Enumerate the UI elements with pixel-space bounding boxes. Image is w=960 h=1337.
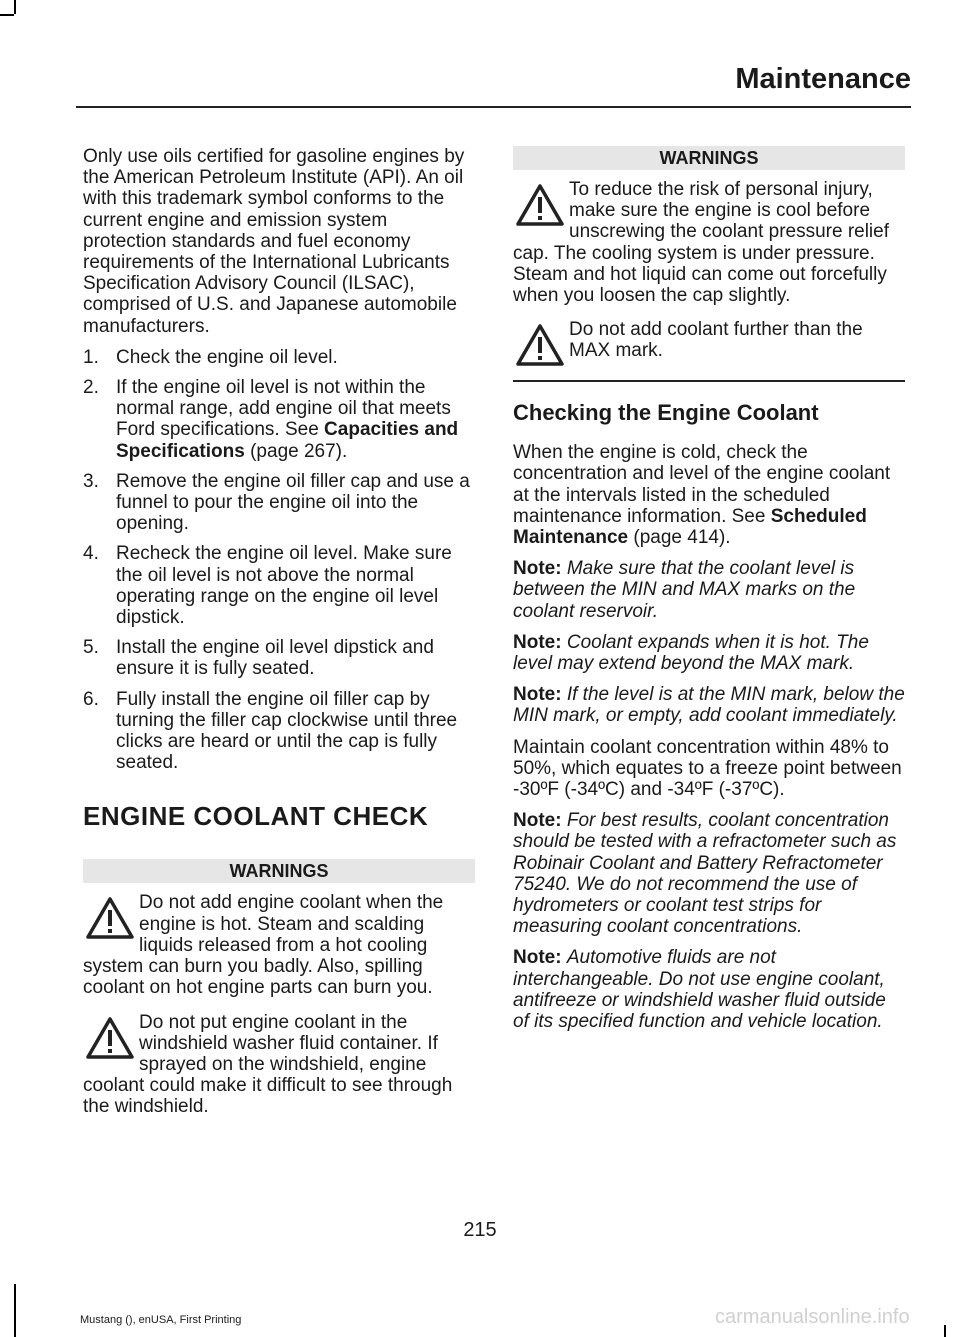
page-header	[76, 62, 911, 96]
list-item	[83, 347, 475, 368]
note	[513, 684, 905, 726]
page-title: Maintenance	[735, 63, 911, 95]
step-text: Recheck the engine oil level. Make sure the oil level is not above the normal operating range on the engine oil level dipstick.	[116, 543, 452, 629]
warning-text: Do not add coolant further than the MAX mark.	[569, 319, 863, 362]
note-text: For best results, coolant concentration should be tested with a refractometer such as Robinair Coolant and Battery Refractometer 75240. We do not recommend the use of hydrometers or coolant test strips for measuring coolant concentrations.	[513, 810, 897, 938]
warning-item	[513, 319, 905, 367]
crop-mark-top-left-h	[0, 14, 14, 16]
list-item	[83, 377, 475, 462]
note-text: Make sure that the coolant level is between the MIN and MAX marks on the coolant reservoir.	[513, 558, 856, 622]
intro-paragraph: Only use oils certified for gasoline engines by the American Petroleum Institute (API). An oil with this trademark symbol conforms to the current engine and emission system protection standards and fuel economy requirements of the International Lubricants Specification Advisory Council (ILSAC), comprised of U.S. and Japanese automobile manufacturers.	[83, 146, 465, 337]
note-label: Note:	[513, 684, 562, 706]
warning-triangle-icon	[85, 1016, 135, 1060]
crop-mark-bottom-right	[944, 1325, 946, 1337]
warning-text: To reduce the risk of personal injury, make sure the engine is cool before unscrewing the coolant pressure relief cap. The cooling system is under pressure. Steam and hot liquid can come out forcefully when you loosen the cap slightly.	[513, 179, 890, 307]
note-label: Note:	[513, 631, 562, 653]
note-text: Automotive fluids are not interchangeable. Do not use engine coolant, antifreeze or windshield washer fluid outside of its specified function and vehicle location.	[513, 947, 886, 1033]
header-rule	[76, 106, 911, 108]
step-text: Install the engine oil level dipstick and ensure it is fully seated.	[116, 637, 434, 680]
warning-item	[83, 1012, 475, 1118]
warning-text: Do not add engine coolant when the engine is hot. Steam and scalding liquids released from a hot cooling system can burn you badly. Also, spilling coolant on hot engine parts can burn you.	[83, 892, 444, 999]
concentration-paragraph: Maintain coolant concentration within 48% to 50%, which equates to a freeze point between -30ºF (-34ºC) and -34ºF (-37ºC).	[513, 736, 902, 801]
list-item	[83, 689, 475, 774]
note-label: Note:	[513, 558, 562, 580]
warning-item	[513, 179, 905, 306]
warning-text: Do not put engine coolant in the windshield washer fluid container. If sprayed on the windshield, engine coolant could make it difficult to see through the windshield.	[83, 1011, 453, 1118]
paragraph-text: When the engine is cold, check the concentration and level of the engine coolant at the intervals listed in the scheduled maintenance information. See	[513, 442, 891, 527]
page-number: 215	[463, 1219, 497, 1241]
subsection-title: Checking the Engine Coolant	[513, 400, 819, 426]
list-item	[83, 543, 475, 628]
list-item	[83, 471, 475, 535]
warning-triangle-icon	[515, 323, 565, 367]
warning-triangle-icon	[85, 896, 135, 940]
note	[513, 558, 905, 622]
step-text-after: (page 267).	[244, 440, 348, 462]
step-number: 1.	[83, 346, 99, 368]
crop-mark-bottom-left	[14, 1284, 16, 1337]
note-text: If the level is at the MIN mark, below the MIN mark, or empty, add coolant immediately.	[513, 684, 905, 727]
paragraph-text-after: (page 414).	[628, 527, 731, 549]
step-number: 2.	[83, 377, 99, 399]
warnings-end-rule	[513, 380, 905, 382]
warnings-header: WARNINGS	[83, 859, 475, 883]
right-column	[513, 146, 905, 1042]
warnings-header: WARNINGS	[513, 146, 905, 170]
note	[513, 947, 905, 1032]
step-text: Check the engine oil level.	[116, 346, 338, 368]
note-text: Coolant expands when it is hot. The level may extend beyond the MAX mark.	[513, 631, 869, 675]
edition-text: Mustang (), enUSA, First Printing	[80, 1314, 242, 1326]
coolant-paragraph	[513, 442, 905, 548]
crop-mark-top-left	[14, 0, 16, 14]
step-text: Remove the engine oil filler cap and use a funnel to pour the engine oil into the opening.	[116, 470, 470, 535]
warning-item	[83, 892, 475, 998]
watermark: carmanualsonline.info	[715, 1306, 910, 1328]
capacities-link[interactable]: Capacities and Specifications	[116, 419, 459, 462]
steps-list	[83, 347, 475, 774]
step-number: 5.	[83, 637, 99, 659]
list-item	[83, 637, 475, 679]
section-title: ENGINE COOLANT CHECK	[83, 801, 429, 832]
note-label: Note:	[513, 947, 562, 969]
warning-triangle-icon	[515, 183, 565, 227]
step-text: Fully install the engine oil filler cap by turning the filler cap clockwise until three clicks are heard or until the cap is fully seated.	[116, 688, 458, 774]
scheduled-maintenance-link[interactable]: Scheduled Maintenance	[513, 505, 867, 549]
step-number: 6.	[83, 688, 99, 710]
left-column	[83, 146, 475, 1131]
note	[513, 632, 905, 674]
step-text: If the engine oil level is not within the normal range, add engine oil that meets Ford specifications. See	[116, 377, 451, 441]
note	[513, 810, 905, 937]
step-number: 3.	[83, 470, 99, 492]
note-label: Note:	[513, 810, 562, 832]
step-number: 4.	[83, 543, 99, 565]
